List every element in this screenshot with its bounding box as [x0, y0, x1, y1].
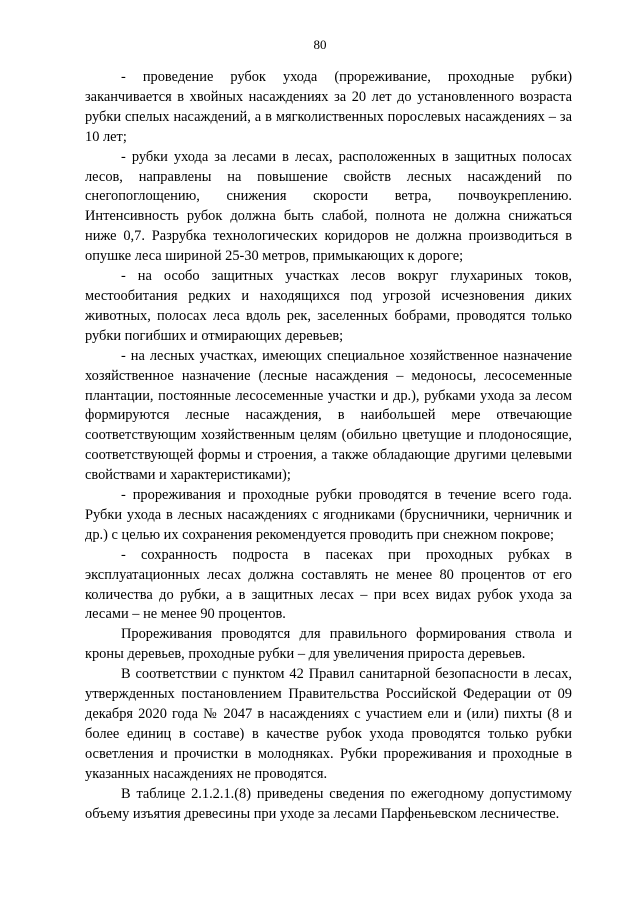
paragraph-thinning-purpose: Прореживания проводятся для правильного формирования ствола и кроны деревьев, проходные рубки – для увеличения прироста деревьев. — [85, 626, 572, 663]
paragraph-bullet-special-protection-areas: - на особо защитных участках лесов вокруг глухариных токов, местообитания редких и находящихся под угрозой исчезновения диких животных, полосах леса вдоль рек, заселенных бобрами, проводятся только рубки погибших и отмирающих деревьев; — [85, 268, 572, 344]
page-number: 80 — [313, 37, 327, 52]
paragraph-sanitary-rules: В соответствии с пунктом 42 Правил санитарной безопасности в лесах, утвержденных постановлением Правительства Российской Федерации от 09 декабря 2020 года № 2047 в насаждениях с участием ели и (или) пихты (8 и более единиц в составе) в качестве рубок ухода проводятся только рубки осветления и прочистки в молодняках. Рубки прореживания и проходные в указанных насаждениях не проводятся. — [85, 666, 572, 782]
paragraph-bullet-undergrowth-preservation: - сохранность подроста в пасеках при проходных рубках в эксплуатационных лесах должна составлять не менее 80 процентов от его количества до рубки, а в защитных лесах – при всех видах рубок ухода за лесами – не менее 90 процентов. — [85, 546, 572, 623]
paragraph-bullet-special-purpose-plots: - на лесных участках, имеющих специальное хозяйственное назначение хозяйственное назначение (лесные насаждения – медоносы, лесосеменные плантации, постоянные лесосеменные участки и др.), рубками ухода за лесом формируются лесные насаждения, в наибольшей мере отвечающие соответствующим хозяйственным целям (обильно цветущие и плодоносящие, соответствующей формы и строения, а также обладающие другими целевыми свойствами и характеристиками); — [85, 347, 572, 484]
paragraph-table-reference: В таблице 2.1.2.1.(8) приведены сведения по ежегодному допустимому объему изъятия древесины при уходе за лесами Парфеньевском лесничестве. — [85, 785, 572, 822]
paragraph-bullet-thinning-season: - прореживания и проходные рубки проводятся в течение всего года. Рубки ухода в лесных насаждениях с ягодниками (брусничники, черничник и др.) с целью их сохранения рекомендуется проводить при снежном покрове; — [85, 487, 572, 543]
paragraph-bullet-thinning-deadline: - проведение рубок ухода (прореживание, проходные рубки) заканчивается в хвойных насаждениях за 20 лет до установленного возраста рубки спелых насаждений, а в мягколиственных порослевых насаждениях – за 10 лет; — [85, 69, 572, 145]
body-text — [85, 68, 572, 824]
paragraph-bullet-protective-strips: - рубки ухода за лесами в лесах, расположенных в защитных полосах лесов, направлены на повышение свойств лесных насаждений по снегопоглощению, снижения скорости ветра, почвоукреплению. Интенсивность рубок должна быть слабой, полнота не должна снижаться ниже 0,7. Разрубка технологических коридоров не должна производиться в опушке леса шириной 25-30 метров, примыкающих к дороге; — [85, 148, 572, 265]
